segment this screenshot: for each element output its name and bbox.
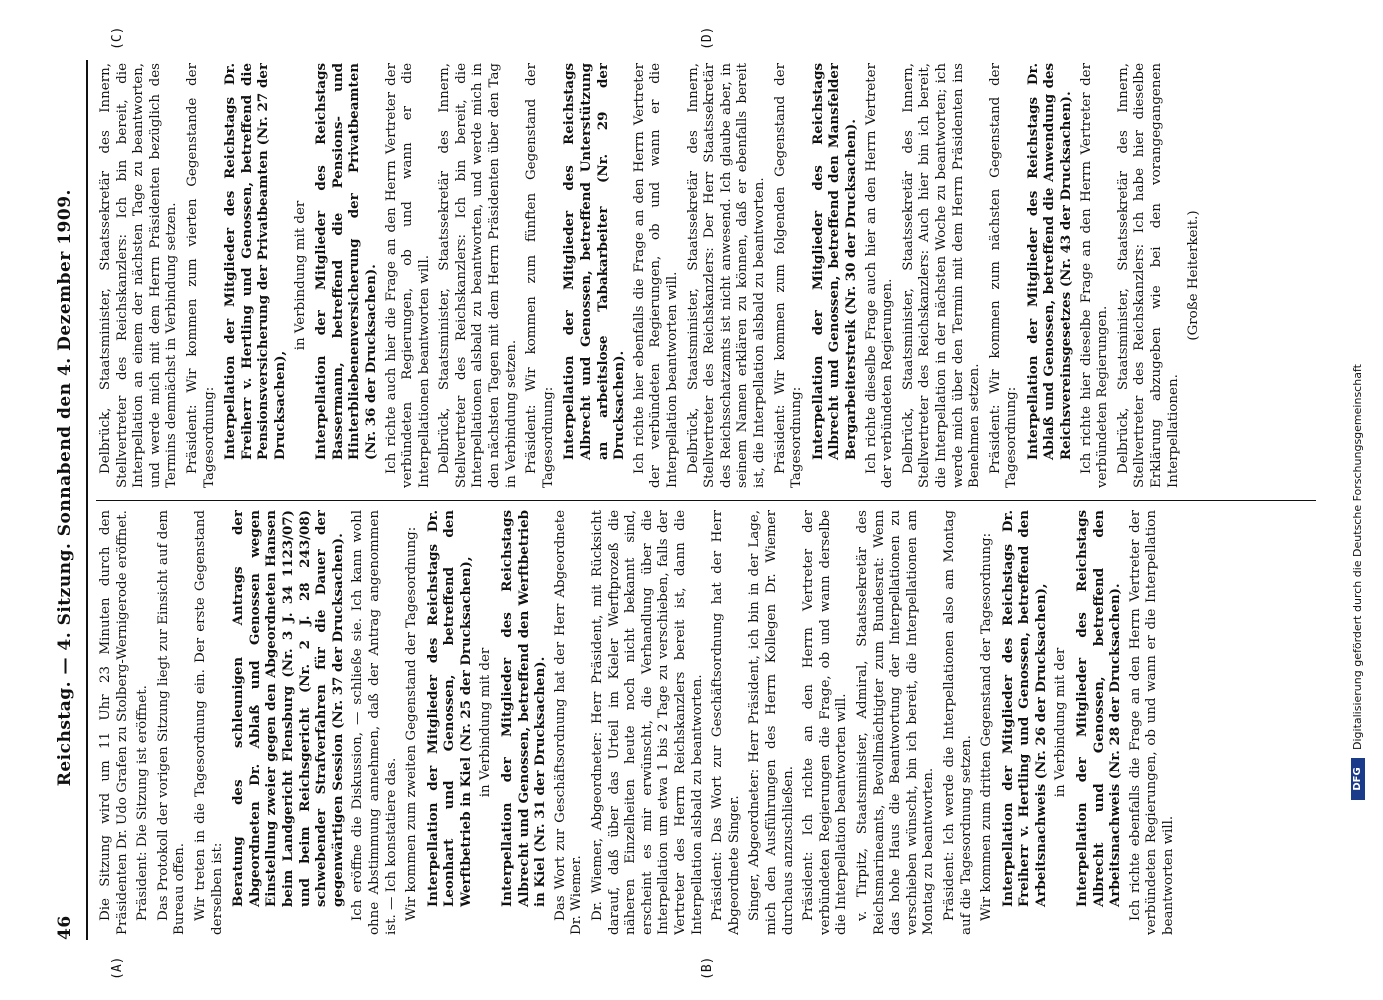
speech: Präsident: Das Wort zur Geschäftsordnung hat der Herr Abgeordnete Singer. [710, 510, 742, 935]
paragraph: Ich richte dieselbe Frage auch hier an den Herrn Vertreter der verbündeten Regierungen. [863, 63, 896, 488]
speech: Delbrück, Staatsminister, Staatssekretär des Innern, Stellvertreter des Reichskanzlers: Ich bin bereit, die Interpellationen alsbald zu beantworten, und werde mich in den nächsten Tagen mit dem Herrn Präsidenten über den Tag in Verbindung setzen. [437, 63, 519, 488]
laughter-note: (Große Heiterkeit.) [1186, 210, 1202, 341]
paragraph: in Verbindung mit der [1053, 647, 1069, 798]
agenda-item: Interpellation der Mitglieder des Reichstags Albrecht und Genossen, betreffend den Arbeitsnachweis (Nr. 28 der Drucksachen). [1074, 510, 1124, 907]
header-rule [86, 60, 88, 940]
paragraph: Wir kommen zum dritten Gegenstand der Tagesordnung: [979, 532, 995, 921]
paragraph: in Verbindung mit der [292, 200, 308, 351]
agenda-item: Interpellation der Mitglieder des Reichstags Albrecht und Genossen, betreffend den Werftbetrieb in Kiel (Nr. 31 der Drucksachen). [499, 510, 549, 907]
digitization-credit [1351, 0, 1365, 800]
paragraph: Ich richte hier dieselbe Frage an den Herrn Vertreter der verbündeten Regierungen. [1078, 63, 1111, 488]
agenda-item: Interpellation der Mitglieder des Reichstags Dr. Freiherr v. Hertling und Genossen, betreffend den Arbeitsnachweis (Nr. 26 der Drucksachen), [999, 510, 1049, 907]
speech: Delbrück, Staatsminister, Staatssekretär des Innern, Stellvertreter des Reichskanzlers: Der Herr Staatssekretär des Reichsschatzamts ist nicht anwesend. Ich glaube aber, in seinem Namen erklären zu können, daß er ebenfalls bereit ist, die Interpellation alsbald zu beantworten. [685, 63, 767, 488]
paragraph: Ich eröffne die Diskussion, — schließe sie. Ich kann wohl ohne Abstimmung annehmen, daß der Antrag angenommen ist. — Ich konstatiere das. [350, 510, 399, 935]
page-number: 46 [55, 915, 75, 940]
paragraph: in Verbindung mit der [478, 647, 494, 798]
margin-letter-c: (C) [110, 26, 125, 50]
paragraph: Wir treten in die Tagesordnung ein. Der erste Gegenstand derselben ist: [192, 510, 225, 935]
agenda-item: Interpellation der Mitglieder des Reichstags Dr. Ablaß und Genossen, betreffend die Anwendung des Reichsvereinsgesetzes (Nr. 43 der Drucksachen). [1024, 63, 1075, 460]
left-column [98, 510, 1328, 935]
speech: Präsident: Ich richte an den Herrn Vertreter der verbündeten Regierungen die Frage, ob und wann derselbe die Interpellation beantworten will. [801, 510, 850, 935]
page-header [55, 60, 83, 940]
speech: Delbrück, Staatsminister, Staatssekretär des Innern, Stellvertreter des Reichskanzlers: Ich bin bereit, die Interpellation an einem der nächsten Tage zu beantworten, und werde mich mit dem Herrn Präsidenten bezüglich des Termins demnächst in Verbindung setzen. [98, 63, 180, 488]
speech: Delbrück, Staatsminister, Staatssekretär des Innern, Stellvertreter des Reichskanzlers: Ich habe hier dieselbe Erklärung abzugeben wie bei den vorangegangenen Interpellationen. [1115, 63, 1181, 488]
speech: Präsident: Ich werde die Interpellationen also am Montag auf die Tagesordnung setzen. [941, 510, 974, 935]
margin-letter-a: (A) [110, 956, 125, 980]
right-column [98, 63, 1328, 488]
paragraph: Das Wort zur Geschäftsordnung hat der Herr Abgeordnete Dr. Wiemer. [552, 510, 585, 935]
column-divider [96, 500, 1316, 501]
agenda-item: Interpellation der Mitglieder des Reichstags Albrecht und Genossen, betreffend Unterstützung an arbeitslose Tabakarbeiter (Nr. 29 der Drucksachen). [561, 63, 628, 460]
agenda-item: Interpellation der Mitglieder des Reichstags Dr. Freiherr v. Hertling und Genossen, betreffend die Pensionsversicherung der Privatbeamten (Nr. 27 der Drucksachen), [222, 63, 288, 460]
paragraph: Die Sitzung wird um 11 Uhr 23 Minuten durch den Präsidenten Dr. Udo Grafen zu Stolberg-Wernigerode eröffnet. [98, 510, 130, 935]
speech: Präsident: Wir kommen zum folgenden Gegenstand der Tagesordnung: [772, 63, 805, 488]
paragraph: Ich richte hier ebenfalls die Frage an den Herrn Vertreter der verbündeten Regierungen, ob und wann er die Interpellation beantworten will. [631, 63, 680, 488]
paragraph: Ich richte auch hier die Frage an den Herrn Vertreter der verbündeten Regierungen, ob und wann er die Interpellationen beantworten will. [383, 63, 432, 488]
speech: Singer, Abgeordneter: Herr Präsident, ich bin in der Lage, mich den Ausführungen des Herrn Kollegen Dr. Wiemer durchaus anzuschließen. [747, 510, 796, 935]
credit-text: Digitalisierung gefördert durch die Deutsche Forschungsgemeinschaft [1351, 364, 1364, 750]
paragraph: Das Protokoll der vorigen Sitzung liegt zur Einsicht auf dem Bureau offen. [155, 510, 188, 935]
margin-letter-b: (B) [700, 956, 715, 980]
paragraph: Wir kommen zum zweiten Gegenstand der Tagesordnung: [404, 526, 420, 921]
speech: Präsident: Wir kommen zum nächsten Gegenstand der Tagesordnung: [987, 63, 1020, 488]
agenda-item: Beratung des schleunigen Antrags der Abgeordneten Dr. Ablaß und Genossen wegen Einstellung zweier gegen den Abgeordneten Hansen beim Landgericht Flensburg (Nr. 3 J. 34 1123/07) und beim Reichsgericht (Nr. 2 J. 28 243/08) schwebender Strafverfahren für die Dauer der gegenwärtigen Session (Nr. 37 der Drucksachen). [230, 510, 346, 907]
dfg-logo: DFG [1351, 758, 1365, 800]
agenda-item: Interpellation der Mitglieder des Reichstags Bassermann, betreffend die Pensions- und Hinterbliebenenversicherung der Privatbeamten (Nr. 36 der Drucksachen). [313, 63, 379, 460]
margin-letter-d: (D) [700, 26, 715, 50]
speech: v. Tirpitz, Staatsminister, Admiral, Staatssekretär des Reichsmarineamts, Bevollmächtigter zum Bundesrat: Wenn das hohe Haus die Beantwortung der Interpellationen zu verschieben wünscht, bin ich bereit, die Interpellationen am Montag zu beantworten. [854, 510, 937, 935]
paragraph: Ich richte ebenfalls die Frage an den Herrn Vertreter der verbündeten Regierungen, ob und wann er die Interpellation beantworten will. [1127, 510, 1177, 935]
speech: Delbrück, Staatsminister, Staatssekretär des Innern, Stellvertreter des Reichskanzlers: Auch hier bin ich bereit, die Interpellation in der nächsten Woche zu beantworten; ich werde mich über den Termin mit dem Herrn Präsidenten ins Benehmen setzen. [900, 63, 983, 488]
speech: Präsident: Wir kommen zum fünften Gegenstand der Tagesordnung: [524, 63, 556, 488]
speech: Dr. Wiemer, Abgeordneter: Herr Präsident, mit Rücksicht darauf, daß über das Urteil im Kieler Werftprozeß die näheren Einzelheiten heute noch nicht bekannt sind, erscheint es mir erwünscht, die Verhandlung über die Interpellation um etwa 1 bis 2 Tage zu verschieben, falls der Vertreter des Herrn Reichskanzlers bereit ist, dann die Interpellation alsbald zu beantworten. [590, 510, 705, 935]
agenda-item: Interpellation der Mitglieder des Reichstags Dr. Leonhart und Genossen, betreffend den Werftbetrieb in Kiel (Nr. 25 der Drucksachen), [424, 510, 474, 907]
speech: Präsident: Wir kommen zum vierten Gegenstande der Tagesordnung: [184, 63, 217, 488]
agenda-item: Interpellation der Mitglieder des Reichstags Albrecht und Genossen, betreffend den Mansfelder Bergarbeiterstreik (Nr. 30 der Drucksachen). [809, 63, 859, 460]
paragraph: Präsident: Die Sitzung ist eröffnet. [135, 685, 151, 921]
page-title: Reichstag. — 4. Sitzung. Sonnabend den 4. Dezember 1909. [55, 189, 75, 787]
